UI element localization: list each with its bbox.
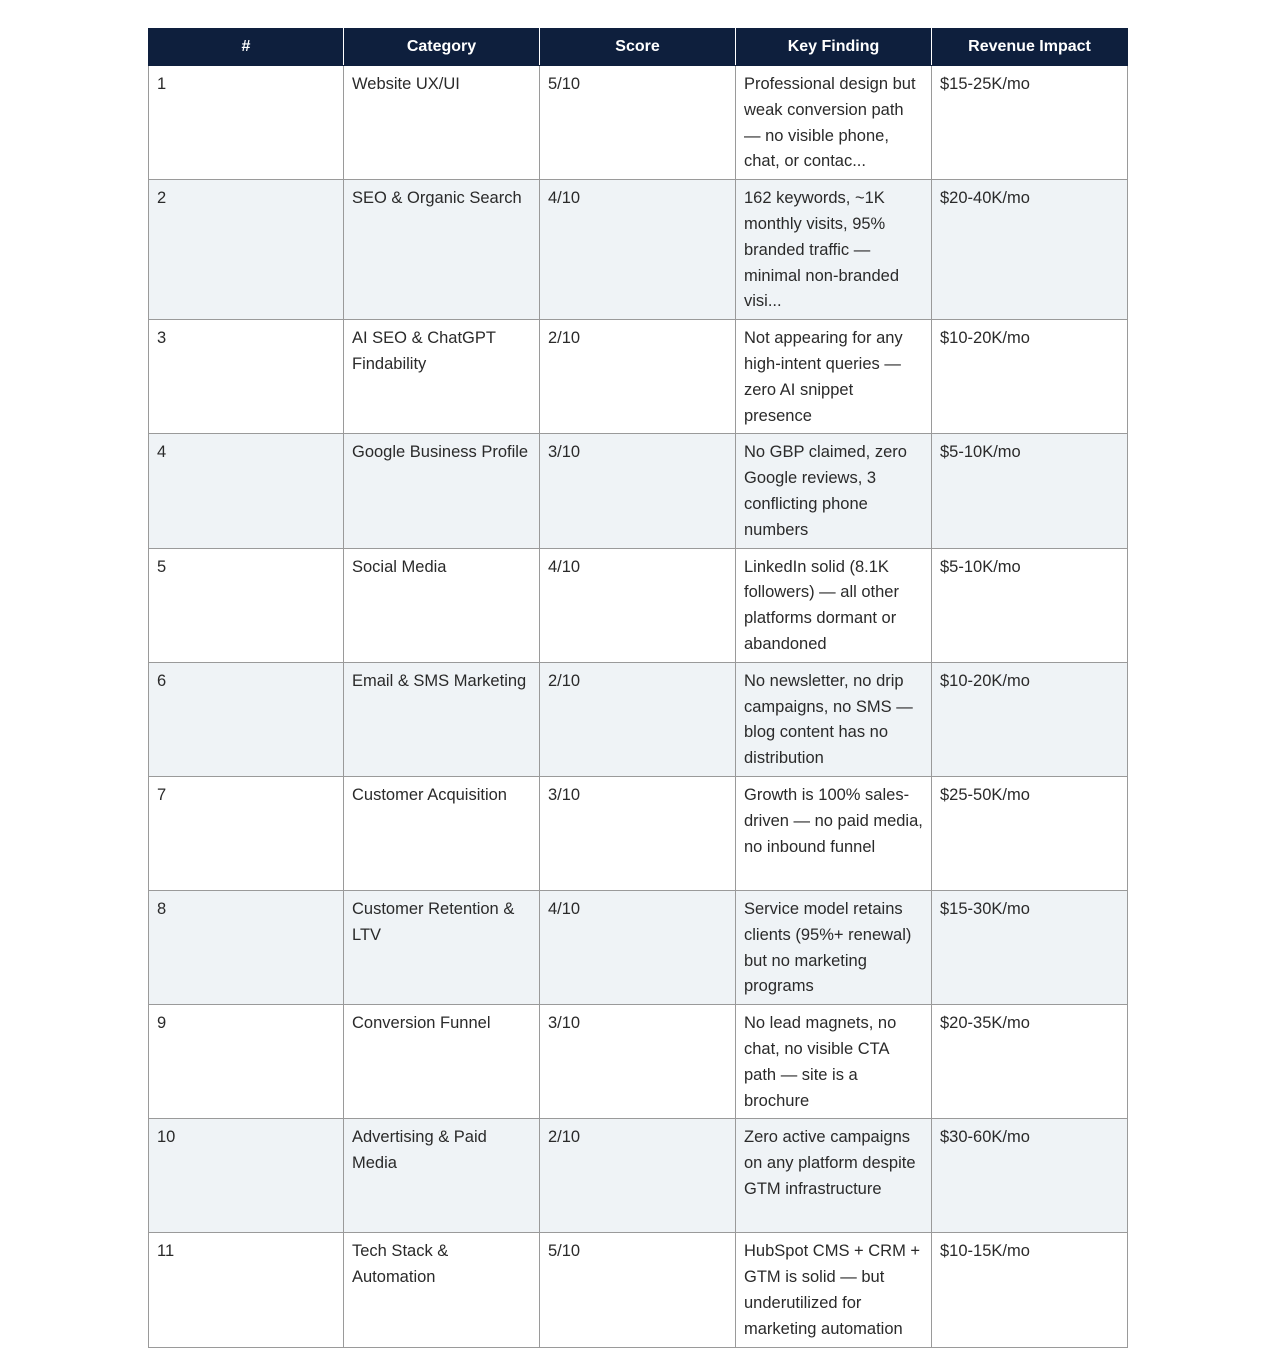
cell-category: Social Media [344, 548, 540, 662]
cell-category: Tech Stack & Automation [344, 1233, 540, 1347]
header-category: Category [344, 29, 540, 66]
cell-score: 4/10 [540, 890, 736, 1004]
audit-scorecard-table [148, 28, 1128, 1348]
cell-score: 4/10 [540, 548, 736, 662]
table-row [149, 890, 1128, 1004]
header-number: # [149, 29, 344, 66]
cell-category: Website UX/UI [344, 66, 540, 180]
table-row [149, 320, 1128, 434]
cell-revenue-impact: $20-35K/mo [932, 1005, 1128, 1119]
cell-category: Email & SMS Marketing [344, 662, 540, 776]
cell-revenue-impact: $10-15K/mo [932, 1233, 1128, 1347]
cell-number: 11 [149, 1233, 344, 1347]
header-row [149, 29, 1128, 66]
table-row [149, 1119, 1128, 1233]
cell-score: 5/10 [540, 66, 736, 180]
cell-key-finding: 162 keywords, ~1K monthly visits, 95% branded traffic — minimal non-branded visi... [736, 180, 932, 320]
cell-revenue-impact: $20-40K/mo [932, 180, 1128, 320]
cell-key-finding: Professional design but weak conversion path — no visible phone, chat, or contac... [736, 66, 932, 180]
cell-revenue-impact: $10-20K/mo [932, 320, 1128, 434]
cell-key-finding: HubSpot CMS + CRM + GTM is solid — but underutilized for marketing automation [736, 1233, 932, 1347]
cell-number: 6 [149, 662, 344, 776]
cell-score: 4/10 [540, 180, 736, 320]
cell-number: 7 [149, 776, 344, 890]
cell-key-finding: No newsletter, no drip campaigns, no SMS — blog content has no distribution [736, 662, 932, 776]
cell-number: 8 [149, 890, 344, 1004]
table-row [149, 776, 1128, 890]
cell-category: Customer Retention & LTV [344, 890, 540, 1004]
table-header [149, 29, 1128, 66]
cell-category: AI SEO & ChatGPT Findability [344, 320, 540, 434]
table-body [149, 66, 1128, 1348]
cell-revenue-impact: $15-30K/mo [932, 890, 1128, 1004]
cell-category: Google Business Profile [344, 434, 540, 548]
cell-revenue-impact: $15-25K/mo [932, 66, 1128, 180]
table-row [149, 662, 1128, 776]
table-row [149, 66, 1128, 180]
cell-key-finding: LinkedIn solid (8.1K followers) — all other platforms dormant or abandoned [736, 548, 932, 662]
cell-score: 2/10 [540, 1119, 736, 1233]
cell-revenue-impact: $5-10K/mo [932, 434, 1128, 548]
cell-number: 9 [149, 1005, 344, 1119]
cell-number: 3 [149, 320, 344, 434]
cell-key-finding: No lead magnets, no chat, no visible CTA path — site is a brochure [736, 1005, 932, 1119]
table-row [149, 180, 1128, 320]
cell-number: 10 [149, 1119, 344, 1233]
cell-score: 3/10 [540, 1005, 736, 1119]
cell-category: Customer Acquisition [344, 776, 540, 890]
table-row [149, 548, 1128, 662]
cell-number: 5 [149, 548, 344, 662]
cell-score: 2/10 [540, 320, 736, 434]
table-row [149, 1233, 1128, 1347]
cell-revenue-impact: $25-50K/mo [932, 776, 1128, 890]
cell-category: SEO & Organic Search [344, 180, 540, 320]
cell-category: Conversion Funnel [344, 1005, 540, 1119]
cell-score: 3/10 [540, 434, 736, 548]
cell-category: Advertising & Paid Media [344, 1119, 540, 1233]
cell-key-finding: Service model retains clients (95%+ renewal) but no marketing programs [736, 890, 932, 1004]
cell-revenue-impact: $30-60K/mo [932, 1119, 1128, 1233]
cell-number: 1 [149, 66, 344, 180]
header-key-finding: Key Finding [736, 29, 932, 66]
cell-score: 2/10 [540, 662, 736, 776]
cell-score: 5/10 [540, 1233, 736, 1347]
header-score: Score [540, 29, 736, 66]
table-row [149, 434, 1128, 548]
cell-number: 2 [149, 180, 344, 320]
table-row [149, 1005, 1128, 1119]
cell-key-finding: Not appearing for any high-intent queries — zero AI snippet presence [736, 320, 932, 434]
cell-revenue-impact: $5-10K/mo [932, 548, 1128, 662]
cell-score: 3/10 [540, 776, 736, 890]
cell-revenue-impact: $10-20K/mo [932, 662, 1128, 776]
header-revenue-impact: Revenue Impact [932, 29, 1128, 66]
cell-key-finding: Zero active campaigns on any platform despite GTM infrastructure [736, 1119, 932, 1233]
cell-number: 4 [149, 434, 344, 548]
cell-key-finding: Growth is 100% sales-driven — no paid media, no inbound funnel [736, 776, 932, 890]
cell-key-finding: No GBP claimed, zero Google reviews, 3 conflicting phone numbers [736, 434, 932, 548]
